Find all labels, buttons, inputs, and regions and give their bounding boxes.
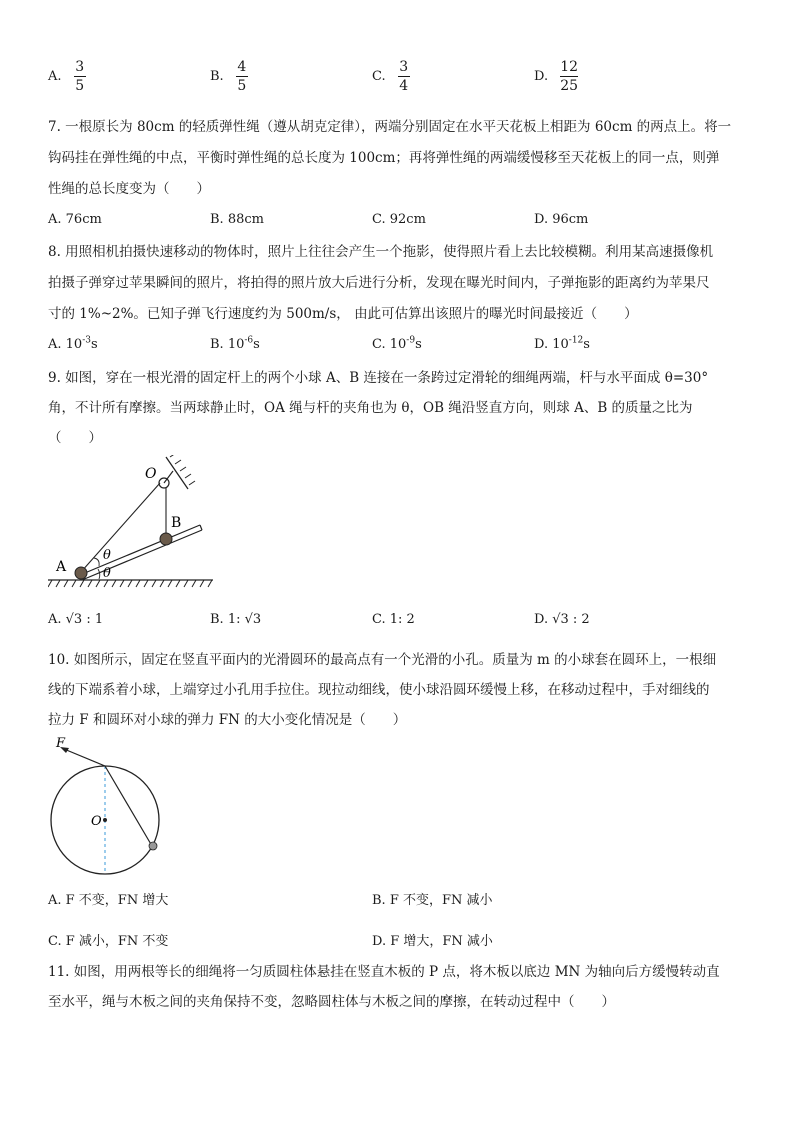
q8-text-line: 寸的 1%~2%。已知子弹飞行速度约为 500m/s， 由此可估算出该照片的曝光时间最接近（ ） xyxy=(48,306,638,322)
q10-text-line: 拉力 F 和圆环对小球的弹力 FN 的大小变化情况是（ ） xyxy=(48,712,407,728)
q7-text-line: 钩码挂在弹性绳的中点，平衡时弹性绳的总长度为 100cm；再将弹性绳的两端缓慢移至天花板上的同一点，则弹 xyxy=(48,150,720,166)
fraction: $\frac{4}{5}$ xyxy=(237,59,247,94)
q6-option-b[interactable]: B. $\frac{4}{5}$ xyxy=(210,59,247,94)
ground xyxy=(48,580,213,587)
q11-text-line: 11. 如图，用两根等长的细绳将一匀质圆柱体悬挂在竖直木板的 P 点，将木板以底边 MN 为轴向后方缓慢转动直 xyxy=(48,964,720,980)
ceiling-hatch xyxy=(166,455,195,489)
q9-option-b[interactable]: B. 1: √3 xyxy=(210,612,262,627)
q8-text-line: 8. 用照相机拍摄快速移动的物体时，照片上往往会产生一个拖影，使得照片看上去比较模糊。利用某高速摄像机 xyxy=(48,244,714,260)
q7-text-line: 7. 一根原长为 80cm 的轻质弹性绳（遵从胡克定律），两端分别固定在水平天花板上相距为 60cm 的两点上。将一 xyxy=(48,119,732,135)
fraction: $\frac{3}{4}$ xyxy=(399,59,409,94)
q8-option-b[interactable]: B. $10^{-6}s$ xyxy=(210,335,260,352)
center-dot xyxy=(103,818,107,822)
q7-option-d[interactable]: D. 96cm xyxy=(534,212,589,227)
q9-figure xyxy=(48,455,218,595)
label-b: B xyxy=(171,515,182,531)
q9-option-d[interactable]: D. √3 : 2 xyxy=(534,612,590,627)
q6-option-d[interactable]: D. $\frac{12}{25}$ xyxy=(534,59,579,94)
fraction: $\frac{12}{25}$ xyxy=(560,59,579,94)
q7-option-c[interactable]: C. 92cm xyxy=(372,212,426,227)
angle-arc-2 xyxy=(98,569,100,579)
q10-option-a[interactable]: A. F 不变，FN 增大 xyxy=(48,893,169,908)
q6-option-c[interactable]: C. $\frac{3}{4}$ xyxy=(372,59,409,94)
q10-option-d[interactable]: D. F 增大，FN 减小 xyxy=(372,934,493,949)
q10-text-line: 10. 如图所示，固定在竖直平面内的光滑圆环的最高点有一个光滑的小孔。质量为 m 的小球套在圆环上，一根细 xyxy=(48,652,717,668)
q9-text-line: （ ） xyxy=(48,430,102,446)
q7-option-b[interactable]: B. 88cm xyxy=(210,212,264,227)
q8-option-c[interactable]: C. $10^{-9}s$ xyxy=(372,335,422,352)
pull-line xyxy=(64,749,105,766)
label-theta-2: θ xyxy=(103,566,111,581)
q8-option-d[interactable]: D. $10^{-12}s$ xyxy=(534,335,590,352)
label-theta-1: θ xyxy=(103,548,111,563)
q10-figure xyxy=(48,735,168,875)
small-ball xyxy=(149,842,157,850)
q9-option-a[interactable]: A. √3 : 1 xyxy=(48,612,104,627)
q9-text-line: 9. 如图，穿在一根光滑的固定杆上的两个小球 A、B 连接在一条跨过定滑轮的细绳两端，杆与水平面成 θ=30° xyxy=(48,370,709,386)
q11-text-line: 至水平，绳与木板之间的夹角保持不变，忽略圆柱体与木板之间的摩擦，在转动过程中（ ） xyxy=(48,994,615,1010)
label-o: O xyxy=(91,814,102,829)
q9-text-line: 角，不计所有摩擦。当两球静止时，OA 绳与杆的夹角也为 θ，OB 绳沿竖直方向，则球 A、B 的质量之比为 xyxy=(48,400,693,416)
fraction: $\frac{3}{5}$ xyxy=(75,59,85,94)
q9-option-c[interactable]: C. 1: 2 xyxy=(372,612,415,627)
q10-option-c[interactable]: C. F 减小，FN 不变 xyxy=(48,934,169,949)
label-f: F xyxy=(56,736,66,751)
ball-a xyxy=(75,567,87,579)
q7-option-a[interactable]: A. 76cm xyxy=(48,212,102,227)
q10-option-b[interactable]: B. F 不变，FN 减小 xyxy=(372,893,493,908)
q7-text-line: 性绳的总长度变为（ ） xyxy=(48,181,210,197)
ball-b xyxy=(160,533,172,545)
string xyxy=(105,766,152,846)
q8-option-a[interactable]: A. $10^{-3}s$ xyxy=(48,335,98,352)
q6-option-a[interactable]: A. $\frac{3}{5}$ xyxy=(48,59,85,94)
q10-text-line: 线的下端系着小球，上端穿过小孔用手拉住。现拉动细线，使小球沿圆环缓慢上移，在移动过程中，手对细线的 xyxy=(48,682,710,698)
q8-text-line: 拍摄子弹穿过苹果瞬间的照片，将拍得的照片放大后进行分析，发现在曝光时间内，子弹拖影的距离约为苹果尺 xyxy=(48,275,710,291)
label-o: O xyxy=(145,466,157,482)
label-a: A xyxy=(56,559,67,575)
angle-arc-1 xyxy=(94,558,99,566)
